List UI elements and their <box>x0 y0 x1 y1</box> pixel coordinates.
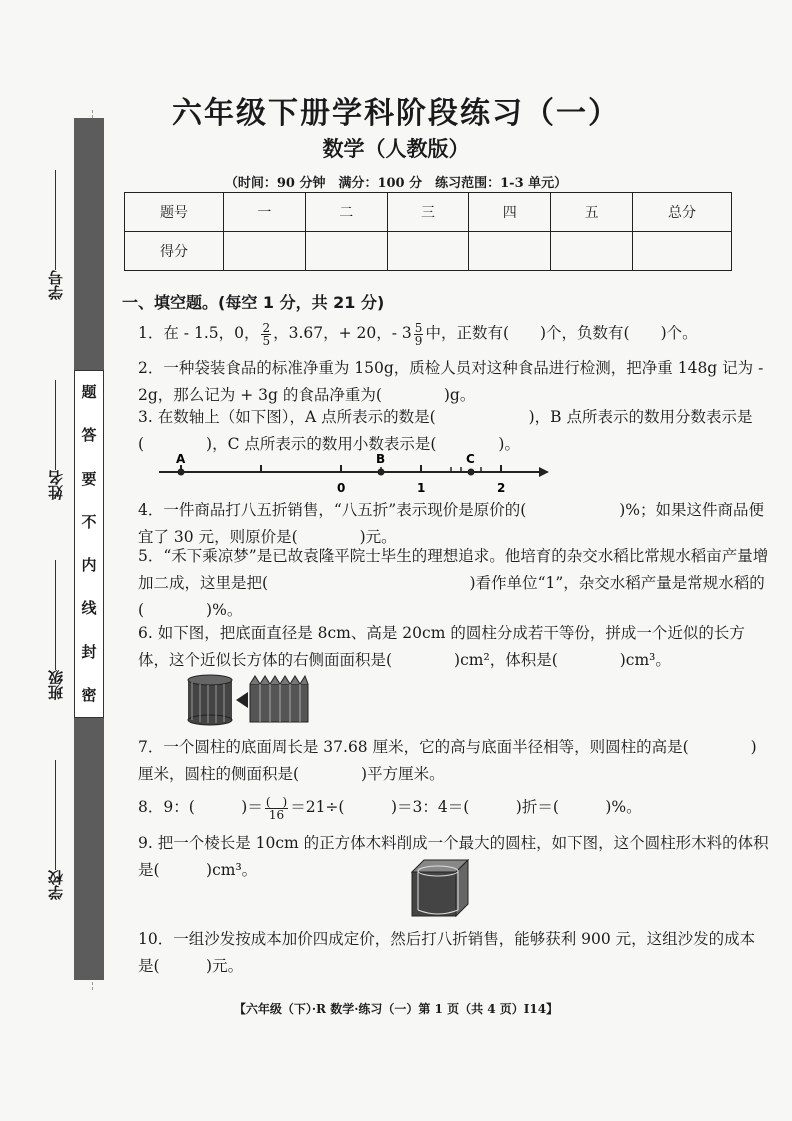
name-label: 姓名 <box>46 470 65 500</box>
name-line <box>55 380 56 470</box>
question-3: 3. 在数轴上（如下图），A 点所表示的数是( )，B 点所表示的数用分数表示是( )，C 点所表示的数用小数表示是( )。 <box>138 408 753 453</box>
fraction-numerator: 2 <box>262 320 271 335</box>
label-one: 1 <box>417 481 426 495</box>
question-9: 9. 把一个棱长是 10cm 的正方体木料削成一个最大的圆柱，如下图，这个圆柱形木料的体积是( )cm³。 <box>138 834 769 879</box>
name-field[interactable] <box>40 380 70 500</box>
question-8 <box>138 794 770 821</box>
score-header-cell: 总分 <box>633 193 732 232</box>
score-table-header-row <box>125 193 732 232</box>
cuboid-top-teeth <box>250 676 308 684</box>
score-table-score-row <box>125 232 732 271</box>
seal-char: 答 <box>81 426 97 445</box>
question-6: 6. 如下图，把底面直径是 8cm、高是 20cm 的圆柱分成若干等份，拼成一个近似的长方体，这个近似长方体的右侧面面积是( )cm²，体积是( )cm³。 <box>138 624 745 669</box>
q1-text-b: ，3.67，+ 20，- 3 <box>273 324 412 342</box>
section-title: 一、填空题。(每空 1 分，共 21 分) <box>122 293 385 312</box>
point-b <box>378 469 385 476</box>
seal-char: 密 <box>81 685 97 704</box>
school-label: 学校 <box>46 870 65 900</box>
question-5: 5．“禾下乘凉梦”是已故袁隆平院士毕生的理想追求。他培育的杂交水稻比常规水稻亩产量增加二成，这里是把( )看作单位“1”，杂交水稻产量是常规水稻的( )%。 <box>138 547 769 619</box>
question-7: 7．一个圆柱的底面周长是 37.68 厘米，它的高与底面半径相等，则圆柱的高是( )厘米，圆柱的侧面积是( )平方厘米。 <box>138 738 757 783</box>
fraction-denominator: 9 <box>414 333 423 348</box>
fraction-blank-16 <box>265 796 288 821</box>
label-a: A <box>176 452 186 466</box>
fraction-5-9 <box>414 322 424 347</box>
seal-char: 内 <box>81 556 97 575</box>
number-line-figure <box>155 452 555 498</box>
score-table <box>124 192 732 271</box>
cylinder-body <box>188 680 232 720</box>
score-header-cell: 二 <box>305 193 387 232</box>
class-field[interactable] <box>40 560 70 700</box>
cylinder-top <box>188 675 232 685</box>
question-1 <box>138 320 770 347</box>
page-subtitle: 数学（人教版） <box>322 137 470 161</box>
score-cell[interactable] <box>469 232 551 271</box>
cube-cylinder-figure <box>408 858 472 920</box>
label-b: B <box>376 452 386 466</box>
class-label: 班级 <box>46 670 65 700</box>
cuboid-body <box>250 684 308 722</box>
student-id-label: 学号 <box>46 270 65 300</box>
fraction-denominator: 16 <box>268 807 285 822</box>
q8-text-a: 8．9：( )＝ <box>138 798 263 816</box>
seal-char: 不 <box>81 512 97 531</box>
page-footer: 【六年级（下）·R 数学·练习（一）第 1 页（共 4 页）I14】 <box>233 1002 559 1016</box>
seal-line-notice <box>74 370 104 718</box>
score-header-cell: 三 <box>387 193 469 232</box>
label-two: 2 <box>497 481 506 495</box>
exam-meta: （时间：90 分钟 满分：100 分 练习范围：1-3 单元） <box>224 176 568 191</box>
cylinder-to-cuboid-figure <box>186 672 316 726</box>
score-cell[interactable] <box>224 232 306 271</box>
seal-char: 封 <box>81 642 97 661</box>
fraction-numerator: ( ) <box>265 794 288 809</box>
score-cell[interactable] <box>633 232 732 271</box>
point-c <box>468 469 475 476</box>
label-zero: 0 <box>337 481 346 495</box>
page-title: 六年级下册学科阶段练习（一） <box>172 96 620 131</box>
arrow-right-icon <box>236 692 248 708</box>
q8-text-b: ＝21÷( )＝3：4＝( )折＝( )%。 <box>290 798 642 816</box>
seal-char: 题 <box>81 383 97 401</box>
question-10: 10．一组沙发按成本加价四成定价，然后打八折销售，能够获利 900 元，这组沙发的成本是( )元。 <box>138 930 756 975</box>
score-header-cell: 题号 <box>125 193 224 232</box>
binding-bar-bottom <box>74 718 104 980</box>
fraction-denominator: 5 <box>262 333 271 348</box>
q1-text-c: 中，正数有( )个，负数有( )个。 <box>425 324 698 342</box>
cylinder-bottom <box>188 715 232 725</box>
score-header-cell: 四 <box>469 193 551 232</box>
number-line-arrow <box>539 467 549 477</box>
school-field[interactable] <box>40 760 70 900</box>
fraction-2-5 <box>261 322 271 347</box>
question-4: 4．一件商品打八五折销售，“八五折”表示现价是原价的( )%；如果这件商品便宜了 30 元，则原价是( )元。 <box>138 501 765 546</box>
score-cell[interactable] <box>387 232 469 271</box>
label-c: C <box>466 452 475 466</box>
fraction-numerator: 5 <box>414 320 423 335</box>
question-2: 2．一种袋装食品的标准净重为 150g，质检人员对这种食品进行检测，把净重 148g 记为 - 2g，那么记为 + 3g 的食品净重为( )g。 <box>138 359 764 404</box>
score-cell[interactable] <box>305 232 387 271</box>
cube-front <box>412 872 456 916</box>
seal-char: 要 <box>81 469 97 488</box>
seal-char: 线 <box>81 599 97 618</box>
q1-text-a: 1．在 - 1.5，0， <box>138 324 260 342</box>
score-cell[interactable] <box>551 232 633 271</box>
score-row-label: 得分 <box>125 232 224 271</box>
school-line <box>55 760 56 870</box>
score-header-cell: 五 <box>551 193 633 232</box>
class-line <box>55 560 56 670</box>
score-header-cell: 一 <box>224 193 306 232</box>
point-a <box>178 469 185 476</box>
